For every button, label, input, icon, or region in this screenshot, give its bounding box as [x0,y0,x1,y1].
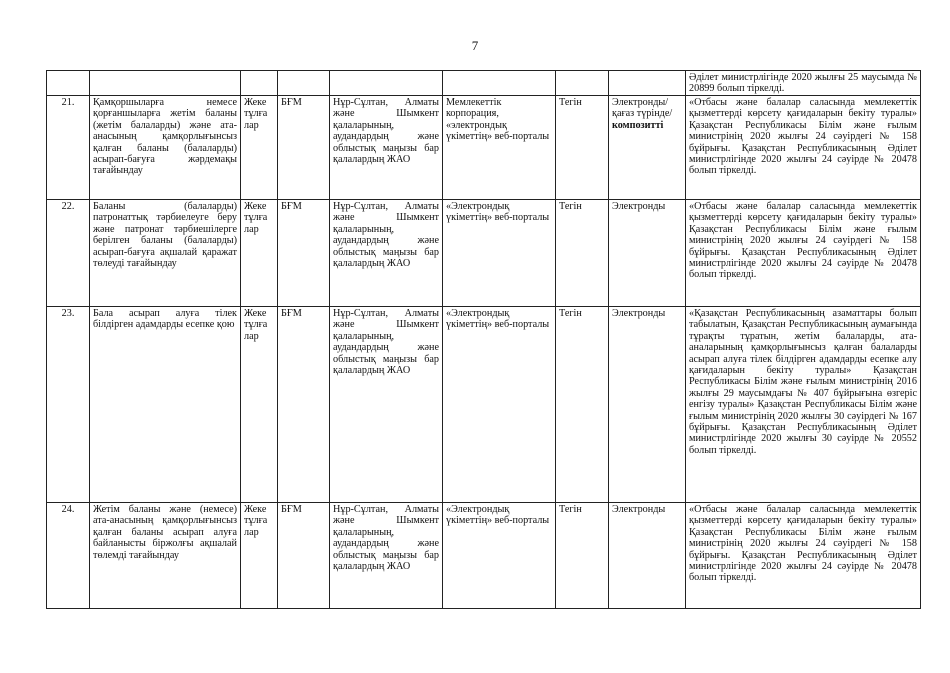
cost-cell [556,71,609,96]
delivery-form-text: Электронды/ қағаз түрінде/ [612,97,673,120]
legal-basis-cell: Әділет министрлігінде 2020 жылғы 25 маусымда № 20899 болып тіркелді. [686,71,921,96]
delivery-form-bold: композитті [612,119,664,131]
delivery-form-text: Электронды [612,201,666,212]
table-row-continuation [47,71,921,96]
delivery-form-text: Электронды [612,504,666,515]
delivery-form [609,307,686,503]
recipient: Жеке тұлға лар [241,200,278,307]
row-number: 21. [47,96,90,200]
row-number: 24. [47,503,90,609]
service-provider: Нұр-Сұлтан, Алматы және Шымкент қалаларының, аудандардың және облыстық маңызы бар қалалардың ЖАО [330,200,443,307]
ministry-cell [278,71,330,96]
services-registry-table [46,70,921,609]
legal-basis: «Отбасы және балалар саласында мемлекеттік қызметтерді көрсету қағидаларын бекіту туралы» Қазақстан Республикасы Білім және ғылым министрінің 2020 жылғы 24 сәуірдегі № 158 бұйрығы. Қазақстан Республикасының Әділет министрлігінде 2020 жылғы 24 сәуірде № 20478 болып тіркелді. [686,96,921,200]
form-cell [609,71,686,96]
recipient: Жеке тұлға лар [241,96,278,200]
legal-basis: «Отбасы және балалар саласында мемлекеттік қызметтерді көрсету қағидаларын бекіту туралы» Қазақстан Республикасы Білім және ғылым министрінің 2020 жылғы 24 сәуірдегі № 158 бұйрығы. Қазақстан Республикасының Әділет министрлігінде 2020 жылғы 24 сәуірде № 20478 болып тіркелді. [686,200,921,307]
legal-basis: «Қазақстан Республикасының азаматтары болып табылатын, Қазақстан Республикасының аумағында тұрақты тұратын, жетім балаларды, ата-аналарының қамқорлығынсыз қалған балаларды асырап алуға тілек білдірген адамдарды есепке алу қағидаларын бекіту туралы» Қазақстан Республикасы Білім және ғылым министрінің 2016 жылғы 29 маусымдағы № 407 бұйрығына өзгеріс енгізу туралы» Қазақстан Республикасы Білім және ғылым министрінің 2020 жылғы 30 сәуірдегі № 167 бұйрығы. Қазақстан Республикасының Әділет министрлігінде 2020 жылғы 30 сәуірде № 20552 болып тіркелді. [686,307,921,503]
row-number: 23. [47,307,90,503]
service-name: Бала асырап алуға тілек білдірген адамдарды есепке қою [90,307,241,503]
ministry: БҒМ [278,96,330,200]
delivery-channel: «Электрондық үкіметтің» веб-порталы [443,307,556,503]
table-row [47,307,921,503]
cost: Тегін [556,200,609,307]
cost: Тегін [556,503,609,609]
provider-cell [330,71,443,96]
service-provider: Нұр-Сұлтан, Алматы және Шымкент қалаларының, аудандардың және облыстық маңызы бар қалалардың ЖАО [330,503,443,609]
delivery-channel: «Электрондық үкіметтің» веб-порталы [443,200,556,307]
table-row [47,503,921,609]
service-name: Жетім баланы және (немесе) ата-анасының қамқорлығынсыз қалған баланы асырап алуға байланысты біржолғы ақшалай төлемді тағайындау [90,503,241,609]
ministry: БҒМ [278,503,330,609]
delivery-form [609,96,686,200]
cost: Тегін [556,96,609,200]
recipient: Жеке тұлға лар [241,503,278,609]
table-row [47,96,921,200]
delivery-channel: «Электрондық үкіметтің» веб-порталы [443,503,556,609]
page-number: 7 [471,38,479,53]
service-provider: Нұр-Сұлтан, Алматы және Шымкент қалаларының, аудандардың және облыстық маңызы бар қалалардың ЖАО [330,307,443,503]
service-provider: Нұр-Сұлтан, Алматы және Шымкент қалаларының, аудандардың және облыстық маңызы бар қалалардың ЖАО [330,96,443,200]
service-name: Баланы (балаларды) патронаттық тәрбиелеуге беру және патронат тәрбиешілерге берілген баланы (балаларды) асырап-бағуға ақшалай қаражат төлеуді тағайындау [90,200,241,307]
legal-basis: «Отбасы және балалар саласында мемлекеттік қызметтерді көрсету қағидаларын бекіту туралы» Қазақстан Республикасы Білім және ғылым министрінің 2020 жылғы 24 сәуірдегі № 158 бұйрығы. Қазақстан Республикасының Әділет министрлігінде 2020 жылғы 24 сәуірде № 20478 болып тіркелді. [686,503,921,609]
num-cell [47,71,90,96]
delivery-form [609,200,686,307]
delivery-form-text: Электронды [612,308,666,319]
channel-cell [443,71,556,96]
recipient: Жеке тұлға лар [241,307,278,503]
delivery-form [609,503,686,609]
row-number: 22. [47,200,90,307]
recipient-cell [241,71,278,96]
ministry: БҒМ [278,307,330,503]
cost: Тегін [556,307,609,503]
service-name: Қамқоршыларға немесе қорғаншыларға жетім баланы (жетім балаларды) және ата-анасының қамқорлығынсыз қалған баланы (балаларды) асырап-бағуға жәрдемақы тағайындау [90,96,241,200]
delivery-channel: Мемлекеттік корпорация, «электрондық үкіметтің» веб-порталы [443,96,556,200]
service-name-cell [90,71,241,96]
ministry: БҒМ [278,200,330,307]
table-row [47,200,921,307]
